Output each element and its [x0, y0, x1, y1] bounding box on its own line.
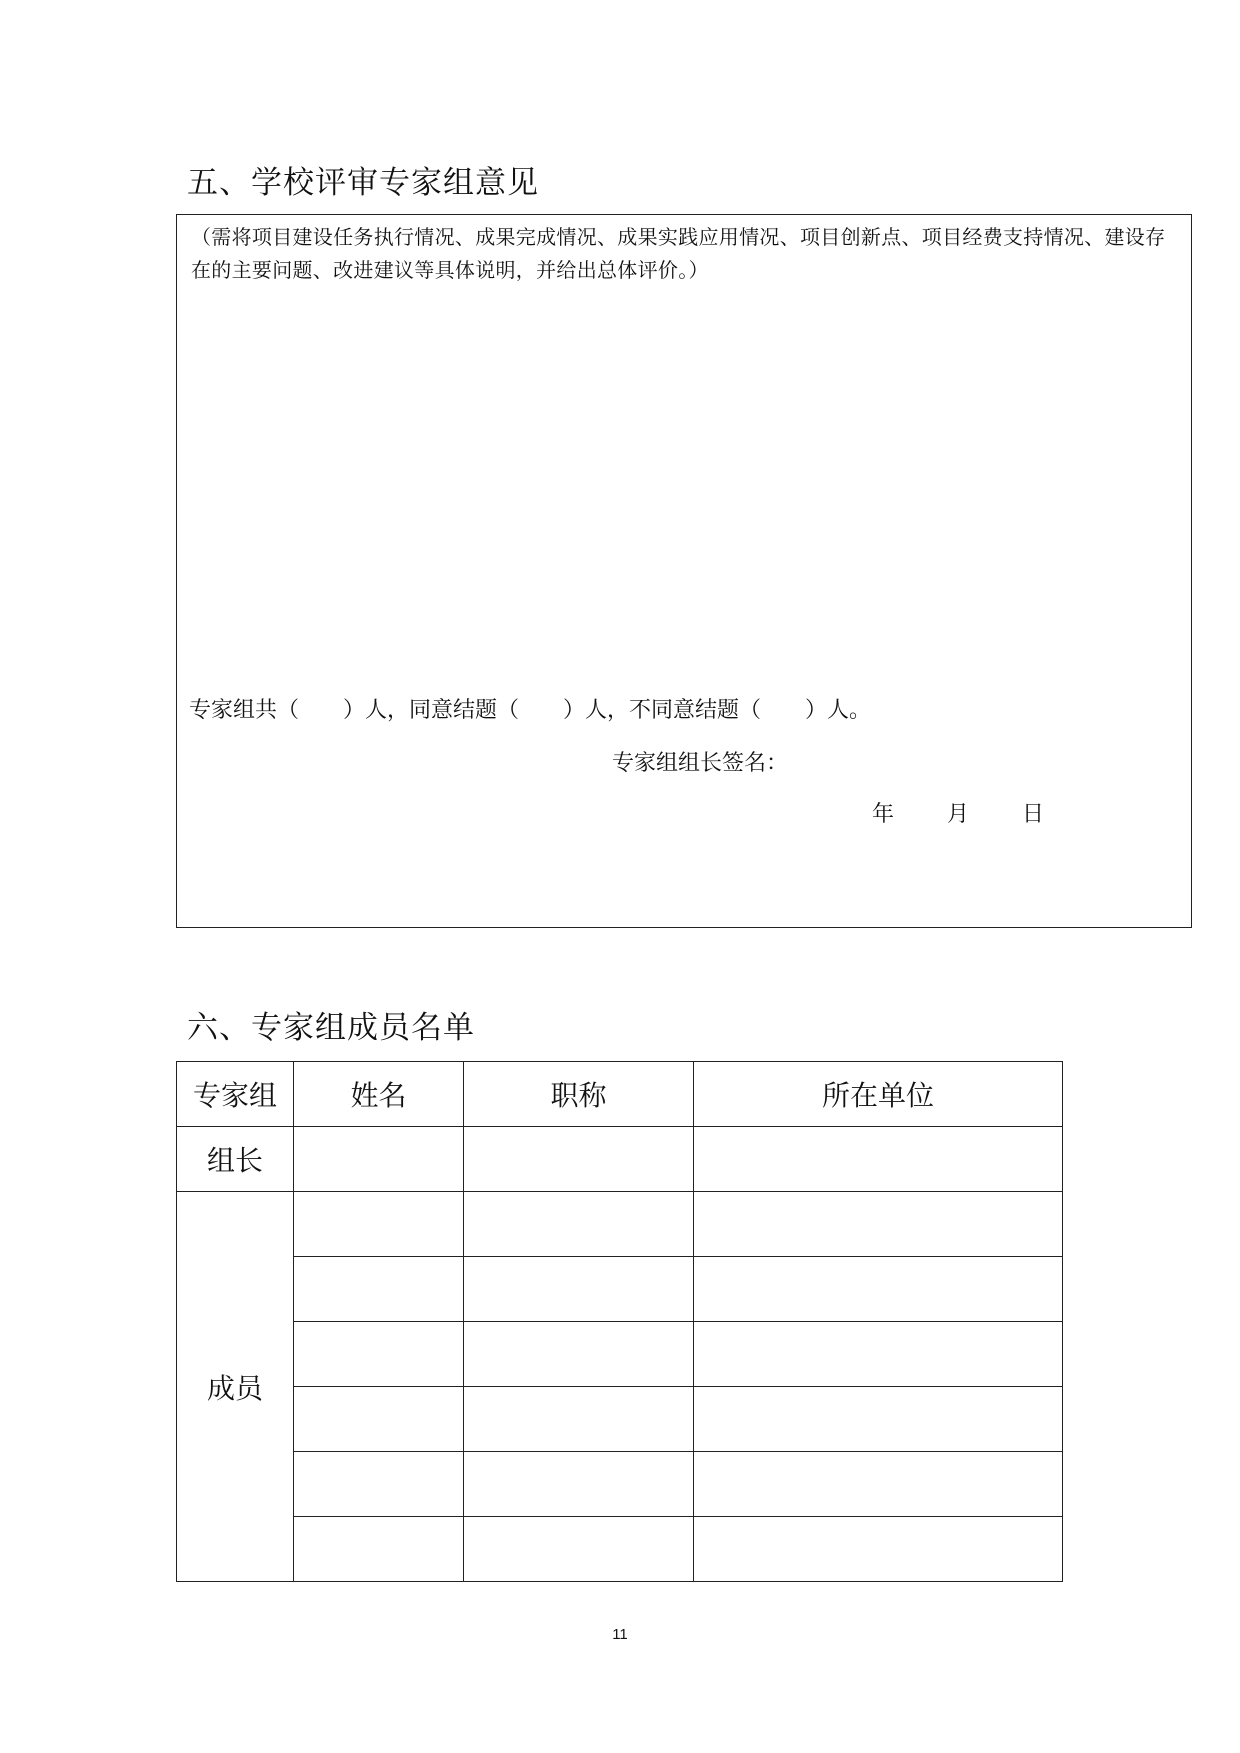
member-unit-cell[interactable]	[694, 1452, 1063, 1517]
member-row	[177, 1452, 1063, 1517]
member-name-cell[interactable]	[294, 1517, 464, 1582]
header-group: 专家组	[177, 1062, 294, 1127]
member-title-cell[interactable]	[464, 1517, 694, 1582]
date-line	[872, 797, 1097, 828]
member-row	[177, 1517, 1063, 1582]
vote-disagree-label: ）人，不同意结题（	[563, 698, 762, 723]
member-name-cell[interactable]	[294, 1257, 464, 1322]
member-unit-cell[interactable]	[694, 1257, 1063, 1322]
header-title: 职称	[464, 1062, 694, 1127]
vote-end-label: ）人。	[805, 698, 872, 723]
page-number: 11	[612, 1626, 628, 1643]
member-name-cell[interactable]	[294, 1387, 464, 1452]
vote-count-line	[189, 693, 871, 724]
expert-opinion-box[interactable]	[176, 214, 1192, 928]
member-row	[177, 1192, 1063, 1257]
section5-title: 五、学校评审专家组意见	[187, 165, 539, 201]
member-unit-cell[interactable]	[694, 1387, 1063, 1452]
member-row	[177, 1257, 1063, 1322]
member-name-cell[interactable]	[294, 1192, 464, 1257]
date-year-label: 年	[872, 802, 895, 827]
member-title-cell[interactable]	[464, 1192, 694, 1257]
member-title-cell[interactable]	[464, 1322, 694, 1387]
date-day-label: 日	[1022, 802, 1045, 827]
expert-members-table	[176, 1061, 1063, 1582]
member-title-cell[interactable]	[464, 1257, 694, 1322]
member-name-cell[interactable]	[294, 1452, 464, 1517]
member-name-cell[interactable]	[294, 1322, 464, 1387]
opinion-instruction: （需将项目建设任务执行情况、成果完成情况、成果实践应用情况、项目创新点、项目经费支持情况、建设存在的主要问题、改进建议等具体说明，并给出总体评价。）	[191, 225, 1166, 282]
date-month-label: 月	[947, 802, 970, 827]
leader-row	[177, 1127, 1063, 1192]
member-unit-cell[interactable]	[694, 1192, 1063, 1257]
leader-title-cell[interactable]	[464, 1127, 694, 1192]
members-label: 成员	[177, 1192, 294, 1582]
vote-agree-label: ）人，同意结题（	[343, 698, 520, 723]
leader-name-cell[interactable]	[294, 1127, 464, 1192]
member-unit-cell[interactable]	[694, 1322, 1063, 1387]
member-title-cell[interactable]	[464, 1387, 694, 1452]
table-header-row	[177, 1062, 1063, 1127]
header-unit: 所在单位	[694, 1062, 1063, 1127]
member-row	[177, 1387, 1063, 1452]
member-unit-cell[interactable]	[694, 1517, 1063, 1582]
leader-unit-cell[interactable]	[694, 1127, 1063, 1192]
leader-signature-label: 专家组组长签名：	[612, 751, 789, 776]
member-row	[177, 1322, 1063, 1387]
section6-title: 六、专家组成员名单	[187, 1010, 475, 1046]
vote-total-label: 专家组共（	[189, 698, 300, 723]
header-name: 姓名	[294, 1062, 464, 1127]
leader-label: 组长	[177, 1127, 294, 1192]
member-title-cell[interactable]	[464, 1452, 694, 1517]
